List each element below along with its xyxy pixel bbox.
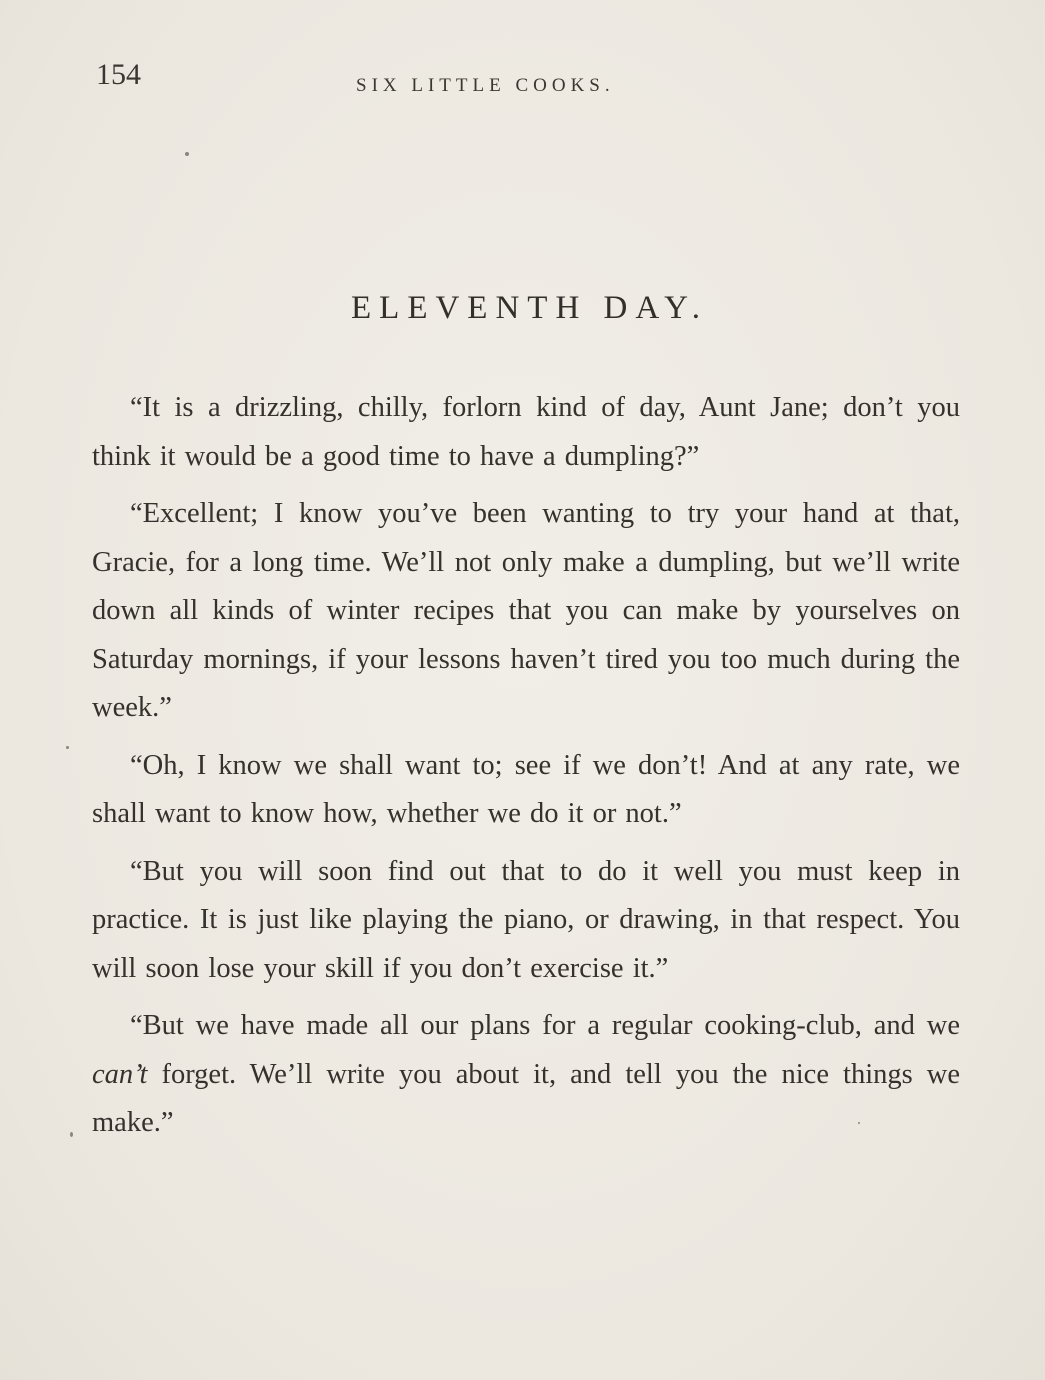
body-text: [92, 384, 960, 1157]
paragraph-5-after: forget. We’ll write you about it, and tell you the nice things we make.”: [92, 1058, 960, 1138]
running-title: SIX LITTLE COOKS.: [356, 75, 615, 96]
page-number: 154: [96, 58, 141, 91]
paper-speck: [70, 1132, 73, 1137]
paragraph-1: “It is a drizzling, chilly, forlorn kind of day, Aunt Jane; don’t you think it would be a good time to have a dumpling?”: [92, 392, 960, 472]
paragraph-5-emphasis: can’t: [92, 1058, 148, 1090]
paragraph-5-before: “But we have made all our plans for a regular cooking-club, and we: [130, 1010, 960, 1041]
paragraph-4: “But you will soon find out that to do it well you must keep in practice. It is just like playing the piano, or drawing, in that respect. You will soon lose your skill if you don’t exercise it.”: [92, 855, 960, 984]
chapter-title: ELEVENTH DAY.: [351, 290, 708, 326]
paper-speck: [858, 1122, 860, 1124]
paragraph-5: [92, 1002, 960, 1148]
paragraph-3: “Oh, I know we shall want to; see if we don’t! And at any rate, we shall want to know how, whether we do it or not.”: [92, 749, 960, 829]
paper-speck: [185, 152, 189, 156]
running-head: [96, 58, 960, 98]
paper-speck: [66, 746, 69, 749]
paragraph-2: “Excellent; I know you’ve been wanting to try your hand at that, Gracie, for a long time. We’ll not only make a dumpling, but we’ll write down all kinds of winter recipes that you can make by yourselves on Saturday mornings, if your lessons haven’t tired you too much during the week.”: [92, 498, 960, 723]
